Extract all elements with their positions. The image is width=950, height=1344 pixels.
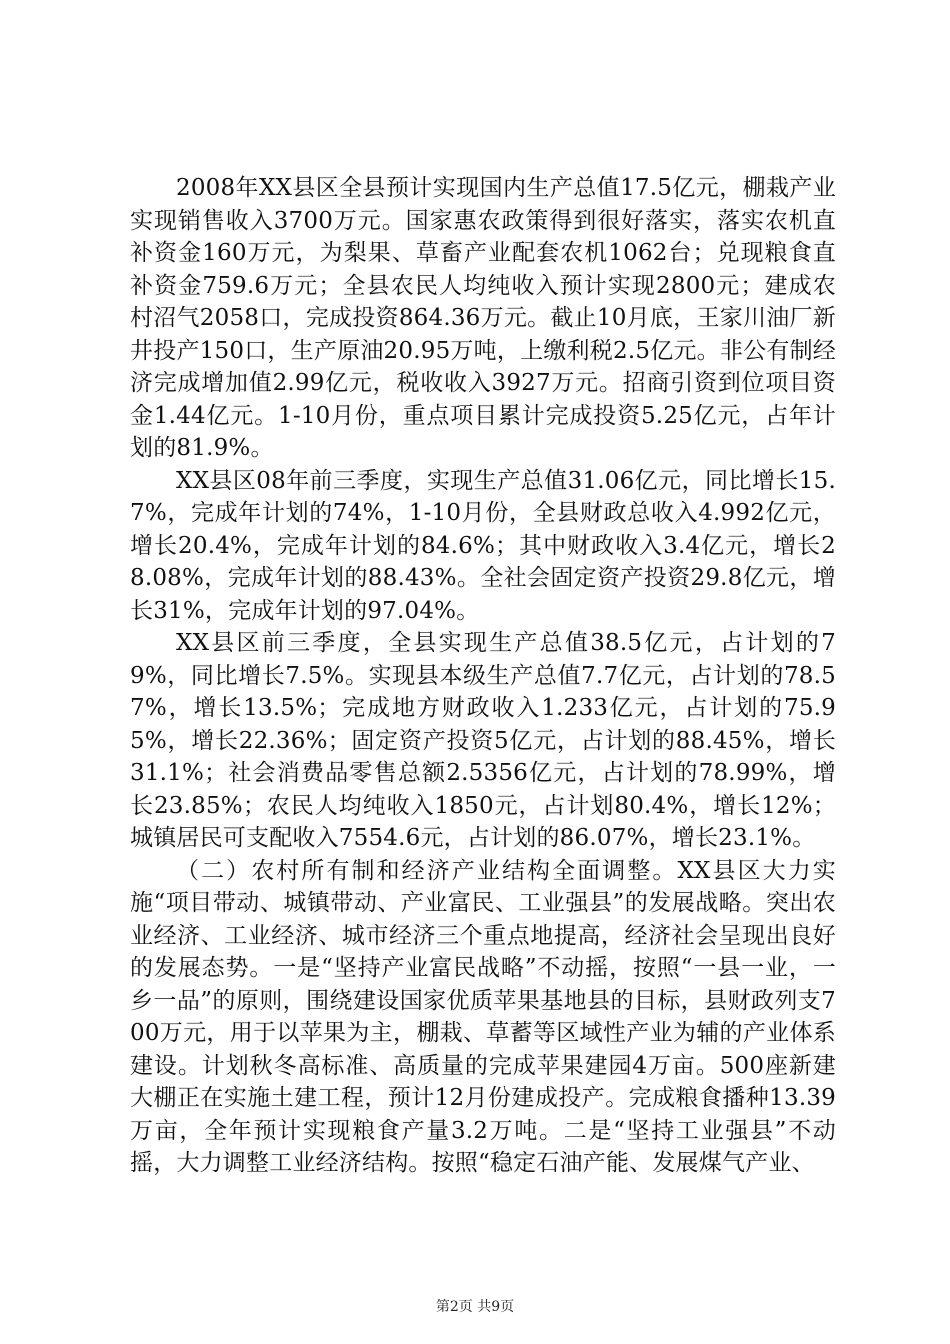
page-number-footer: 第2页 共9页 — [435, 1299, 515, 1315]
paragraph-county-gdp-2008: 2008年XX县区全县预计实现国内生产总值17.5亿元，棚栽产业实现销售收入3700万元。国家惠农政策得到很好落实，落实农机直补资金160万元，为梨果、草畜产业配套农机1062台；兑现粮食直补资金759.6万元；全县农民人均纯收入预计实现2800元；建成农村沼气2058口，完成投资864.36万元。截止10月底，王家川油厂新井投产150口，生产原油20.95万吨，上缴利税2.5亿元。非公有制经济完成增加值2.99亿元，税收收入3927万元。招商引资到位项目资金1.44亿元。1-10月份，重点项目累计完成投资5.25亿元，占年计划的81.9%。 — [130, 175, 836, 461]
paragraph-industry-restructuring: （二）农村所有制和经济产业结构全面调整。XX县区大力实施“项目带动、城镇带动、产业富民、工业强县”的发展战略。突出农业经济、工业经济、城市经济三个重点地提高，经济社会呈现出良好的发展态势。一是“坚持产业富民战略”不动摇，按照“一县一业，一乡一品”的原则，围绕建设国家优质苹果基地县的目标，县财政列支700万元，用于以苹果为主，棚栽、草蓄等区域性产业为辅的产业体系建设。计划秋冬高标准、高质量的完成苹果建园4万亩。500座新建大棚正在实施土建工程，预计12月份建成投产。完成粮食播种13.39万亩，全年预计实现粮食产量3.2万吨。二是“坚持工业强县”不动摇，大力调整工业经济结构。按照“稳定石油产能、发展煤气产业、 — [130, 857, 836, 1176]
paragraph-q3-gdp-growth: XX县区08年前三季度，实现生产总值31.06亿元，同比增长15.7%，完成年计划的74%，1-10月份，全县财政总收入4.992亿元，增长20.4%，完成年计划的84.6%；其中财政收入3.4亿元，增长28.08%，完成年计划的88.43%。全社会固定资产投资29.8亿元，增长31%，完成年计划的97.04%。 — [130, 467, 836, 624]
paragraph-q3-plan-completion: XX县区前三季度，全县实现生产总值38.5亿元，占计划的79%，同比增长7.5%。实现县本级生产总值7.7亿元，占计划的78.57%，增长13.5%；完成地方财政收入1.233亿元，占计划的75.95%，增长22.36%；固定资产投资5亿元，占计划的88.45%，增长31.1%；社会消费品零售总额2.5356亿元，占计划的78.99%，增长23.85%；农民人均纯收入1850元，占计划80.4%，增长12%；城镇居民可支配收入7554.6元，占计划的86.07%，增长23.1%。 — [130, 630, 836, 851]
document-body — [130, 172, 836, 1180]
